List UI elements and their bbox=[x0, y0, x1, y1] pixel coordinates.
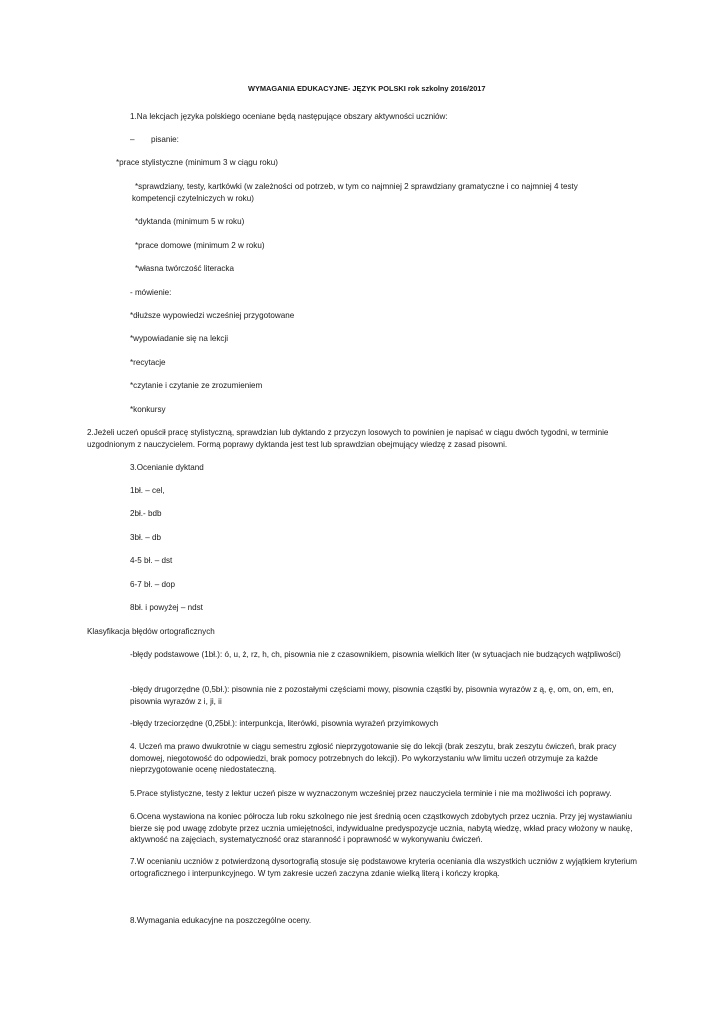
dictation-grade: 4-5 bł. – dst bbox=[130, 556, 173, 565]
writing-item: *prace domowe (minimum 2 w roku) bbox=[135, 241, 265, 250]
speaking-item: *recytacje bbox=[130, 358, 166, 367]
section-5-paragraph: 5.Prace stylistyczne, testy z lektur uczeń pisze w wyznaczonym wcześniej przez nauczyciela terminie i nie ma możliwości ich poprawy. bbox=[130, 789, 612, 798]
dictation-grade: 1bł. – cel, bbox=[130, 486, 165, 495]
speaking-item: *wypowiadanie się na lekcji bbox=[130, 334, 229, 343]
speaking-label: - mówienie: bbox=[130, 288, 172, 297]
writing-item: *własna twórczość literacka bbox=[135, 264, 234, 273]
speaking-item: *konkursy bbox=[130, 405, 166, 414]
writing-item: *prace stylistyczne (minimum 3 w ciągu roku) bbox=[116, 158, 278, 167]
section-8-heading: 8.Wymagania edukacyjne na poszczególne oceny. bbox=[130, 916, 312, 925]
document-title: WYMAGANIA EDUKACYJNE- JĘZYK POLSKI rok szkolny 2016/2017 bbox=[248, 84, 486, 93]
error-classification-item: -błędy trzeciorzędne (0,25bł.): interpunkcja, literówki, pisownia wyrażeń przyimkowych bbox=[130, 719, 439, 728]
dictation-grading-heading: 3.Ocenianie dyktand bbox=[130, 463, 204, 472]
writing-label: pisanie: bbox=[151, 135, 179, 144]
dictation-grade: 3bł. – db bbox=[130, 533, 162, 542]
dictation-grade: 6-7 bł. – dop bbox=[130, 580, 175, 589]
speaking-item: *czytanie i czytanie ze zrozumieniem bbox=[130, 381, 263, 390]
speaking-item: *dłuższe wypowiedzi wcześniej przygotowane bbox=[130, 311, 295, 320]
section-7-paragraph: 7.W ocenianiu uczniów z potwierdzoną dysortografią stosuje się podstawowe kryteria oceniania dla wszystkich uczniów z wyjątkiem kryterium ortograficznego i interpunkcyjnego. W tym zakresie uczeń zaczyna zdanie wielką literą i kończy kropką. bbox=[130, 857, 637, 878]
error-classification-item: -błędy drugorzędne (0,5bł.): pisownia nie z pozostałymi częściami mowy, pisownia cząstki by, pisownia wyrazów z ą, ę, om, on, em, en, pisownia wyrazów z i, ji, ii bbox=[130, 685, 614, 706]
error-classification-heading: Klasyfikacja błędów ortograficznych bbox=[87, 627, 215, 636]
section-4-paragraph: 4. Uczeń ma prawo dwukrotnie w ciągu semestru zgłosić nieprzygotowanie się do lekcji (brak zeszytu, brak zeszytu ćwiczeń, brak pracy domowej, niegotowość do odpowiedzi, brak pomocy potrzebnych do lekcji). Po wykorzystaniu w/w limitu uczeń otrzymuje za każde nieprzygotowanie ocenę niedostateczną. bbox=[130, 742, 617, 774]
writing-item: *dyktanda (minimum 5 w roku) bbox=[135, 217, 245, 226]
writing-item: *sprawdziany, testy, kartkówki (w zależności od potrzeb, w tym co najmniej 2 sprawdziany gramatyczne i co najmniej 4 testy kompetencji czytelniczych w roku) bbox=[132, 182, 578, 203]
section-1-intro: 1.Na lekcjach języka polskiego oceniane będą następujące obszary aktywności uczniów: bbox=[130, 112, 448, 121]
error-classification-item: -błędy podstawowe (1bł.): ó, u, ż, rz, h, ch, pisownia nie z czasownikiem, pisownia wielkich liter (w sytuacjach nie budzących wątpliwości) bbox=[130, 650, 621, 659]
section-6-paragraph: 6.Ocena wystawiona na koniec półrocza lub roku szkolnego nie jest średnią ocen cząstkowych zdobytych przez ucznia. Przy jej wystawianiu bierze się pod uwagę zdobyte przez ucznia umiejętności, indywidualne predyspozycje ucznia, nabytą wiedzę, wkład pracy włożony w naukę, aktywność na zajęciach, systematyczność oraz staranność i poprawność w wykonywaniu ćwiczeń. bbox=[130, 812, 633, 844]
section-2-paragraph: 2.Jeżeli uczeń opuścił pracę stylistyczną, sprawdzian lub dyktando z przyczyn losowych to powinien je napisać w ciągu dwóch tygodni, w terminie uzgodnionym z nauczycielem. Formą poprawy dyktanda jest test lub sprawdzian obejmujący wiedzę z zasad pisowni. bbox=[87, 428, 609, 449]
dictation-grade: 2bł.- bdb bbox=[130, 509, 162, 518]
dictation-grade: 8bł. i powyżej – ndst bbox=[130, 603, 203, 612]
writing-dash: – bbox=[130, 135, 135, 144]
